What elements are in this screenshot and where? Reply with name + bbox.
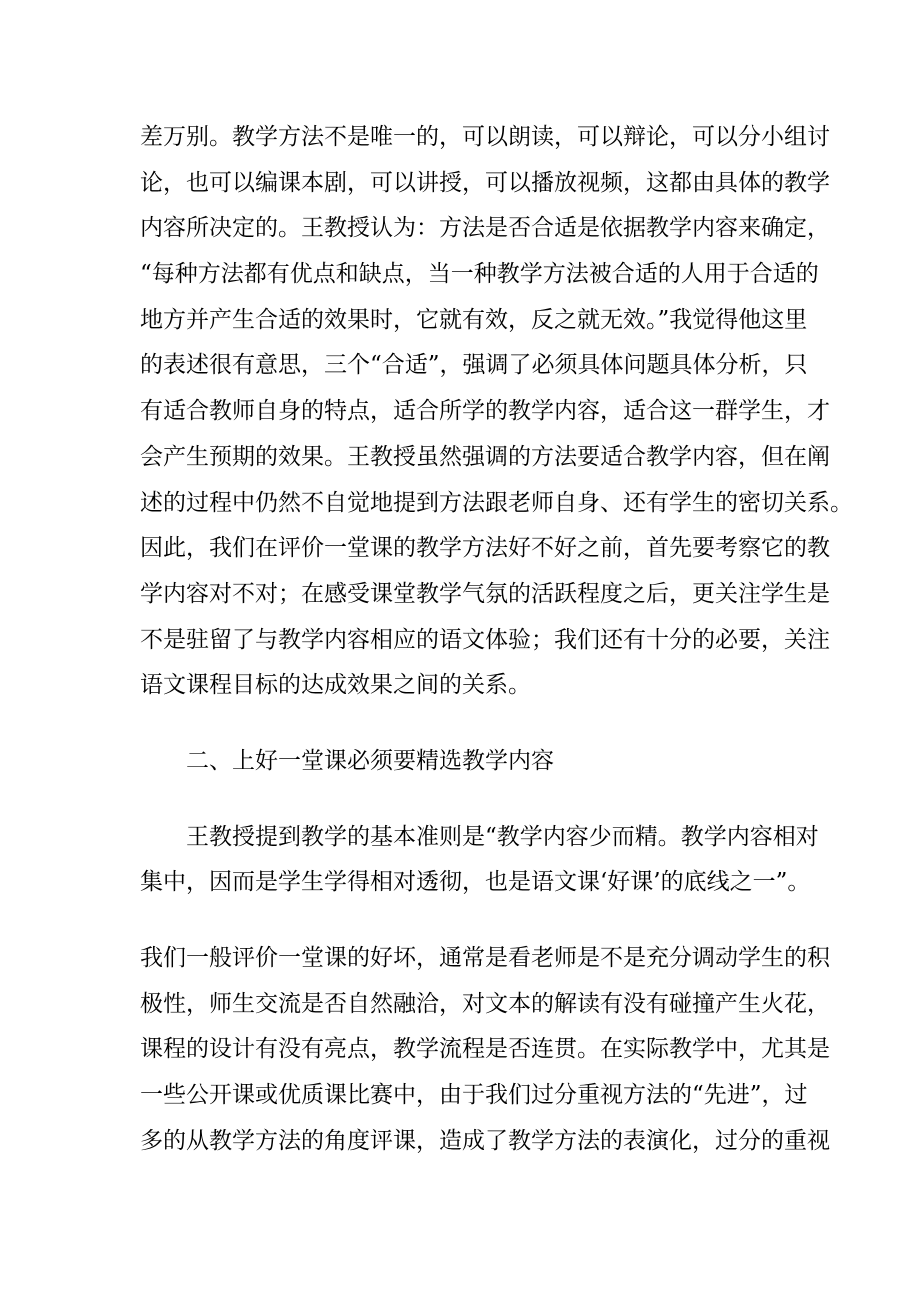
paragraph-gap — [140, 906, 780, 936]
text-line: “每种方法都有优点和缺点，当一种教学方法被合适的人用于合适的 — [140, 261, 819, 288]
text-line: 多的从教学方法的角度评课，造成了教学方法的表演化，过分的重视 — [140, 1127, 830, 1154]
paragraph-2 — [140, 815, 819, 906]
paragraph-3 — [140, 936, 830, 1164]
text-line: 集中，因而是学生学得相对透彻，也是语文课‘好课’的底线之一”。 — [140, 869, 811, 896]
paragraph-gap — [140, 709, 780, 739]
text-line: 课程的设计有没有亮点，教学流程是否连贯。在实际教学中，尤其是 — [140, 1036, 830, 1063]
text-line: 不是驻留了与教学内容相应的语文体验；我们还有十分的必要，关注 — [140, 626, 830, 653]
paragraph-1 — [140, 115, 853, 709]
text-line: 地方并产生合适的效果时，它就有效，反之就无效。”我觉得他这里 — [140, 306, 808, 333]
text-line: 的表述很有意思，三个“合适”，强调了必须具体问题具体分析，只 — [140, 352, 808, 379]
text-line: 学内容对不对；在感受课堂教学气氛的活跃程度之后，更关注学生是 — [140, 580, 830, 607]
text-line: 我们一般评价一堂课的好坏，通常是看老师是不是充分调动学生的积 — [140, 945, 830, 971]
text-line: 有适合教师自身的特点，适合所学的教学内容，适合这一群学生，才 — [140, 398, 830, 425]
text-line: 王教授提到教学的基本准则是“教学内容少而精。教学内容相对 — [186, 823, 819, 850]
text-line: 述的过程中仍然不自觉地提到方法跟老师自身、还有学生的密切关系。 — [140, 489, 853, 516]
text-line: 一些公开课或优质课比赛中，由于我们过分重视方法的“先进”，过 — [140, 1082, 808, 1109]
text-line: 语文课程目标的达成效果之间的关系。 — [140, 672, 531, 699]
text-line: 极性，师生交流是否自然融洽，对文本的解读有没有碰撞产生火花， — [140, 990, 830, 1017]
text-line: 会产生预期的效果。王教授虽然强调的方法要适合教学内容，但在阐 — [140, 443, 830, 470]
text-line: 因此，我们在评价一堂课的教学方法好不好之前，首先要考察它的教 — [140, 535, 830, 562]
document-body — [140, 115, 853, 1164]
text-line: 论，也可以编课本剧，可以讲授，可以播放视频，这都由具体的教学 — [140, 169, 830, 196]
text-line: 差万别。教学方法不是唯一的，可以朗读，可以辩论，可以分小组讨 — [140, 124, 830, 150]
paragraph-gap — [140, 785, 780, 815]
text-line: 内容所决定的。王教授认为：方法是否合适是依据教学内容来确定， — [140, 215, 830, 242]
section-heading: 二、上好一堂课必须要精选教学内容 — [186, 747, 554, 774]
